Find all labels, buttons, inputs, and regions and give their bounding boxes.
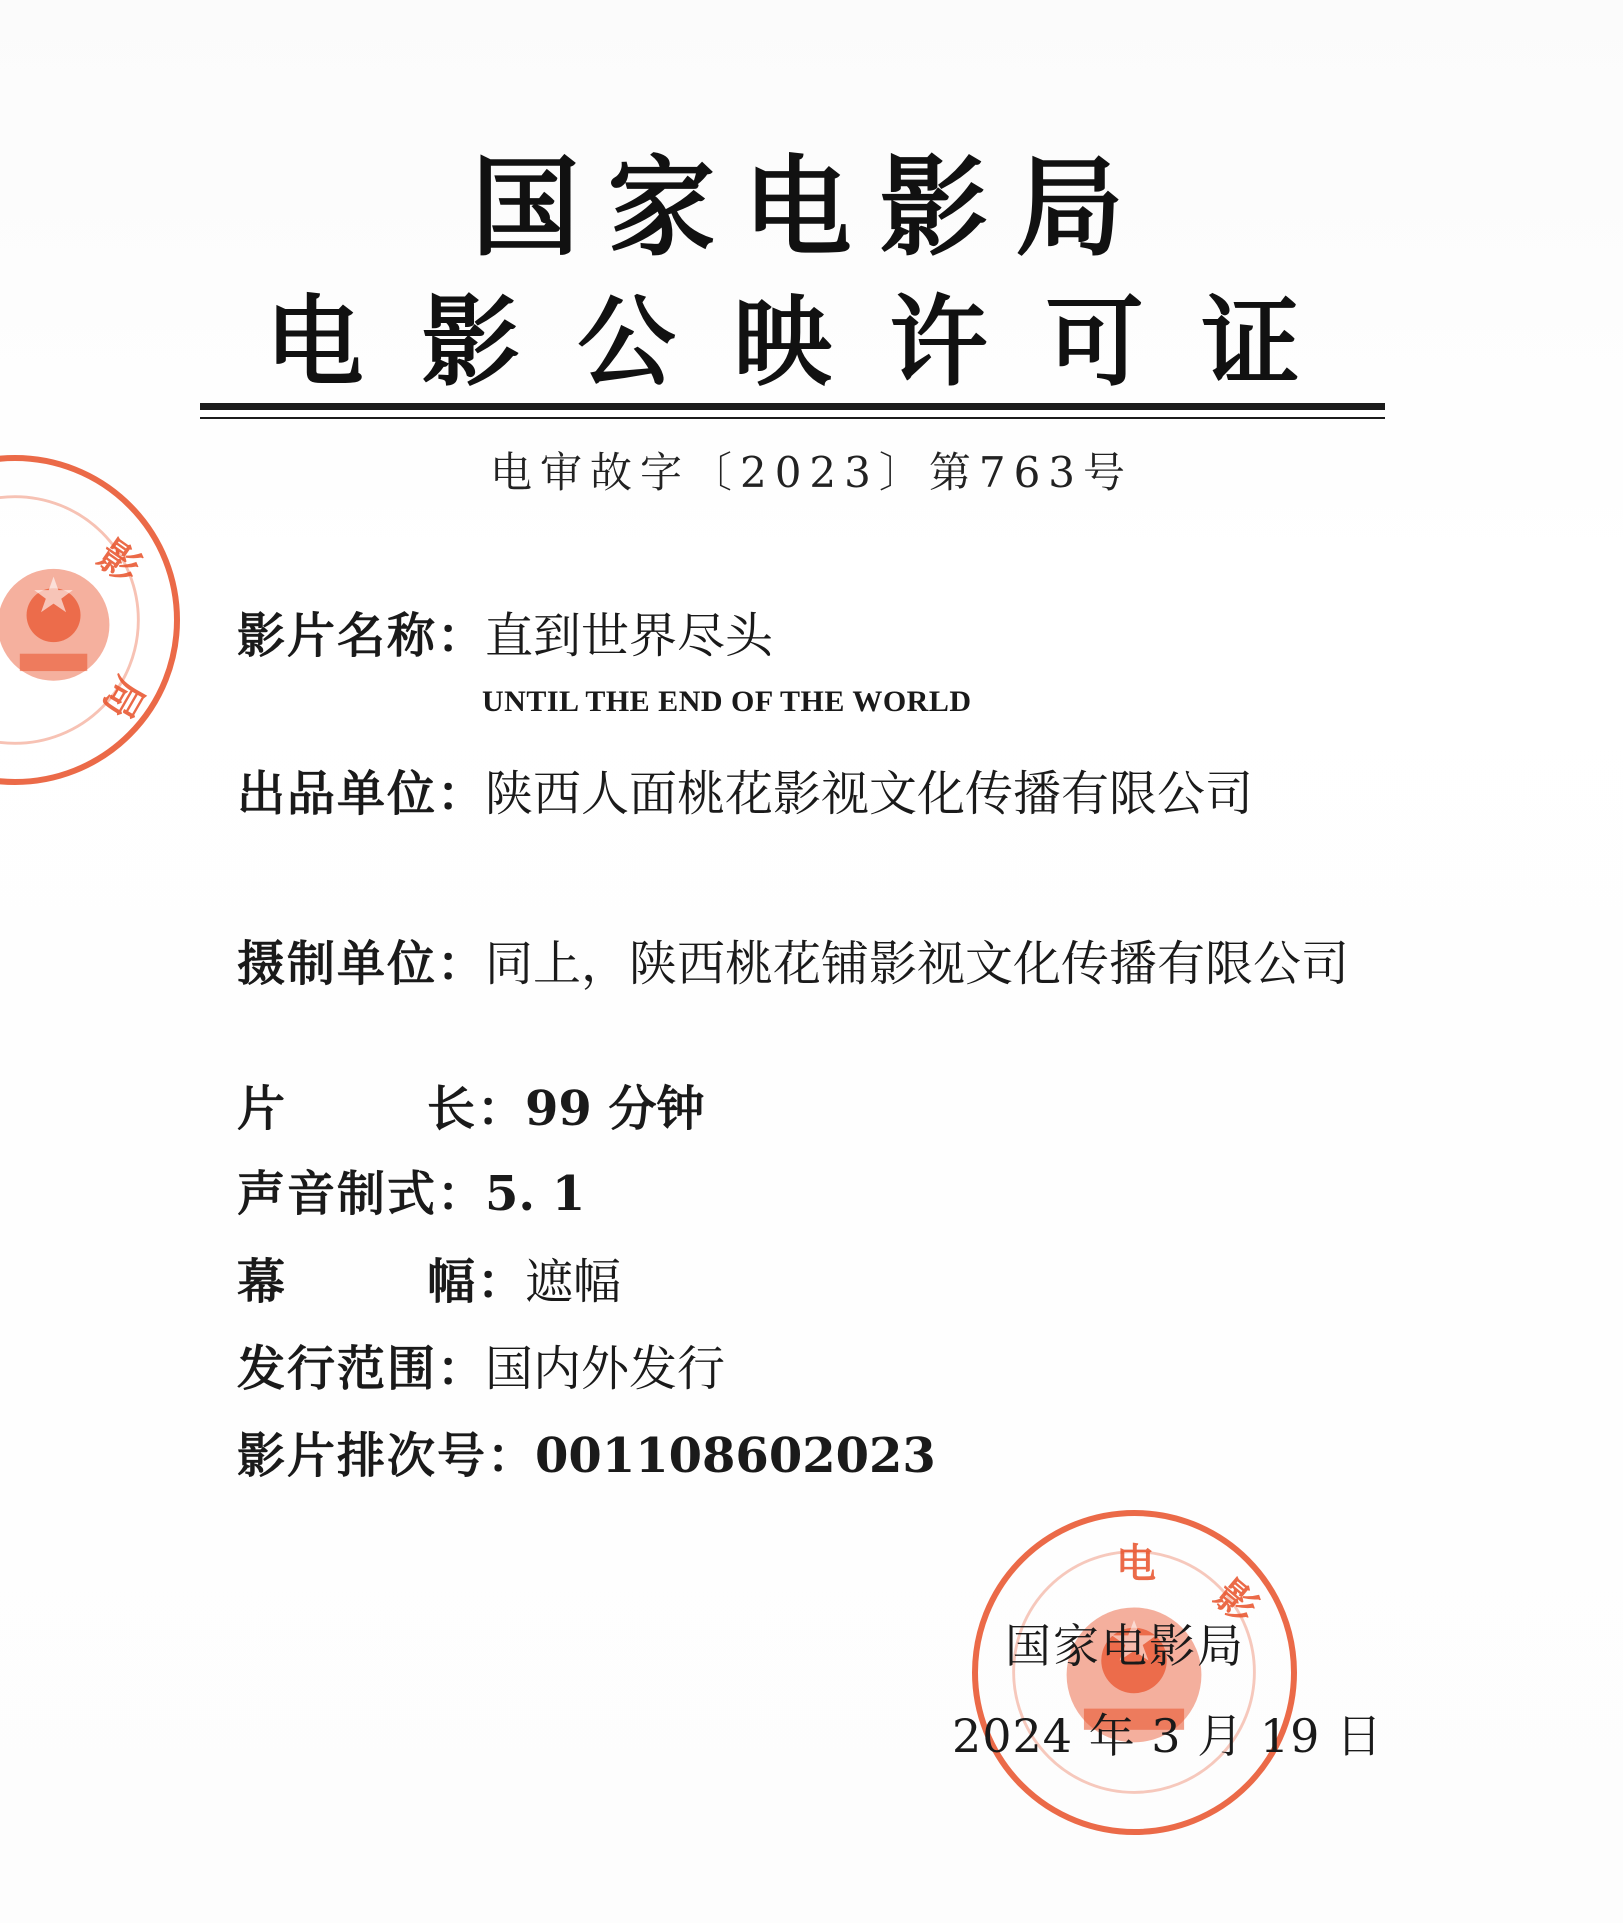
distribution-label: 发行范围 [237,1341,438,1397]
field-serial [237,1428,936,1484]
film-name-value: 直到世界尽头 [485,608,774,664]
length-colon: ： [477,1081,526,1137]
film-name-label: 影片名称 [237,608,438,664]
production-colon: ： [437,936,486,992]
seal-right-glyph-1: 电 [1116,1541,1156,1587]
document-title: 电影公映许可证 [265,286,1358,400]
title-rule-thick [200,403,1385,410]
issue-date: 2024 年 3 月 19 日 [952,1709,1383,1763]
seal-left-glyph-1: 影 [89,532,149,593]
field-sound [237,1166,586,1222]
production-label: 摄制单位 [237,936,438,992]
field-producer [237,766,1254,822]
field-film-name [237,608,774,664]
producer-value: 陕西人面桃花影视文化传播有限公司 [485,766,1254,822]
title-rule-thin [200,417,1385,419]
issuer-title: 国家电影局 [471,146,1152,271]
distribution-colon: ： [437,1341,486,1397]
field-screen [237,1254,622,1310]
distribution-value: 国内外发行 [485,1341,726,1397]
producer-colon: ： [437,766,486,822]
screen-label: 幕幅 [237,1254,477,1310]
seal-left-glyph-2: 局 [93,668,153,727]
sound-label: 声音制式 [237,1166,438,1222]
serial-colon: ： [487,1428,536,1484]
length-value: 99 分钟 [525,1081,705,1137]
film-english-title: UNTIL THE END OF THE WORLD [482,685,972,718]
emblem-icon [0,461,174,779]
field-production [237,936,1350,992]
issuing-authority: 国家电影局 [1005,1619,1245,1673]
serial-label: 影片排次号 [237,1428,488,1484]
serial-value: 001108602023 [535,1428,936,1484]
seal-left-stamp [0,455,180,785]
sound-colon: ： [437,1166,486,1222]
sound-value: 5. 1 [485,1166,586,1222]
film-name-colon: ： [437,608,486,664]
document-number: 电审故字〔2023〕第763号 [489,448,1134,497]
screen-value: 遮幅 [525,1254,622,1310]
producer-label: 出品单位 [237,766,438,822]
field-distribution [237,1341,726,1397]
field-length [237,1081,705,1137]
length-label: 片长 [237,1081,477,1137]
screen-colon: ： [477,1254,526,1310]
seal-right-glyph-2: 影 [1205,1571,1266,1633]
production-value: 同上，陕西桃花铺影视文化传播有限公司 [485,936,1350,992]
